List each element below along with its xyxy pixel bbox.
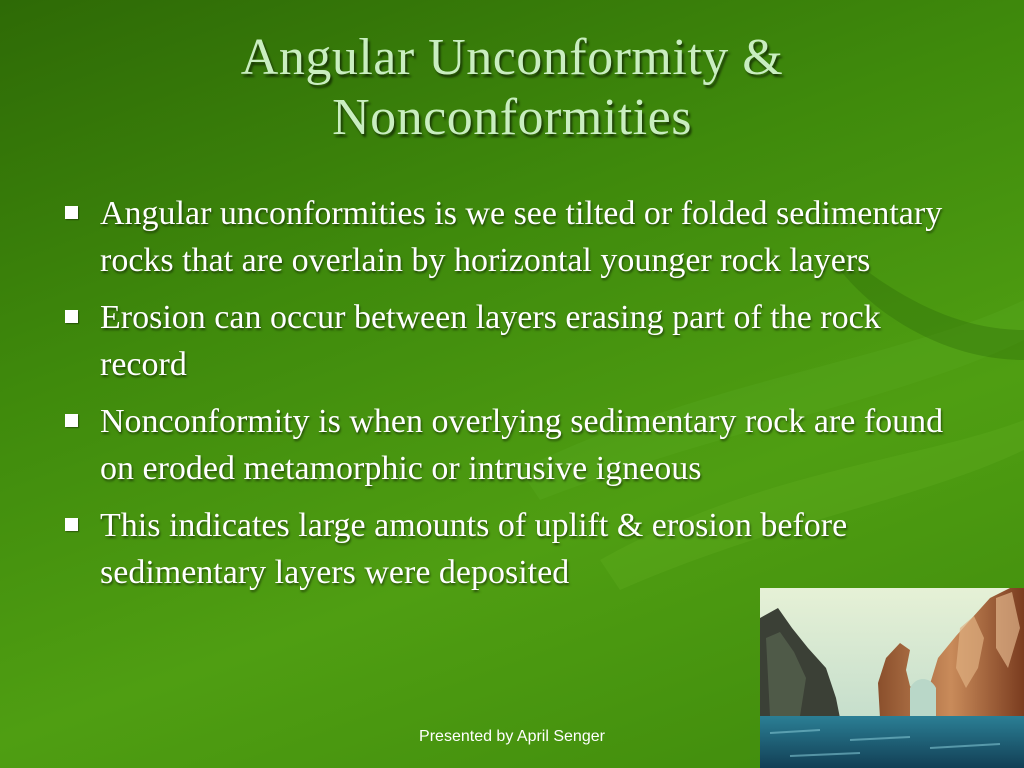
bullet-text: Angular unconformities is we see tilted or folded sedimentary rocks that are overlain by horizontal younger rock layers <box>100 195 943 279</box>
title-line-2: Nonconformities <box>332 89 692 146</box>
bullet-list <box>62 190 962 606</box>
square-bullet-icon <box>65 206 78 219</box>
bullet-text: This indicates large amounts of uplift & erosion before sedimentary layers were deposited <box>100 507 848 591</box>
square-bullet-icon <box>65 414 78 427</box>
title-line-1: Angular Unconformity & <box>240 29 784 86</box>
square-bullet-icon <box>65 518 78 531</box>
bullet-item <box>62 190 962 284</box>
bullet-text: Erosion can occur between layers erasing part of the rock record <box>100 299 881 383</box>
bullet-item <box>62 294 962 388</box>
footer-presenter: Presented by April Senger <box>419 728 605 745</box>
slide-title <box>112 28 912 148</box>
bullet-text: Nonconformity is when overlying sedimentary rock are found on eroded metamorphic or intrusive igneous <box>100 403 944 487</box>
sea-arch-photo <box>760 588 1024 768</box>
square-bullet-icon <box>65 310 78 323</box>
bullet-item <box>62 398 962 492</box>
bullet-item <box>62 502 962 596</box>
